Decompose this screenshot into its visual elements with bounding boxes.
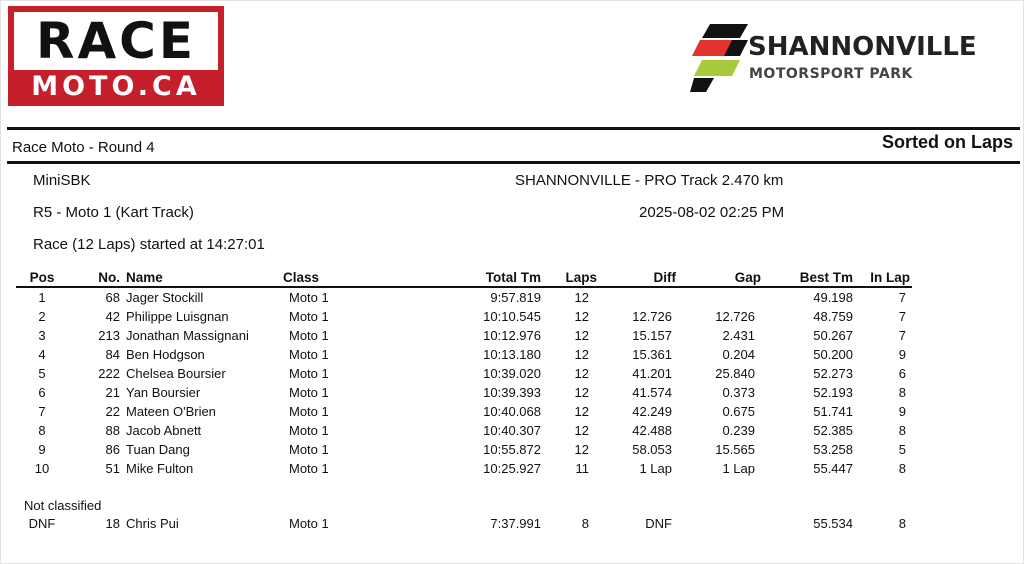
cell-best: 52.385 xyxy=(813,423,853,438)
cell-total: 10:13.180 xyxy=(483,347,541,362)
col-pos: Pos xyxy=(16,268,68,287)
cell-pos: 1 xyxy=(38,290,46,305)
cell-best: 55.447 xyxy=(813,461,853,476)
col-total: Total Tm xyxy=(455,268,541,287)
cell-name: Chris Pui xyxy=(126,516,179,531)
cell-best: 49.198 xyxy=(813,290,853,305)
cell-total: 10:40.068 xyxy=(483,404,541,419)
cell-laps: 12 xyxy=(574,347,589,362)
col-no: No. xyxy=(68,268,120,287)
col-gap: Gap xyxy=(676,268,761,287)
cell-no: 213 xyxy=(98,328,120,343)
result-row xyxy=(16,307,912,326)
cell-no: 68 xyxy=(105,290,120,305)
cell-class: Moto 1 xyxy=(289,290,329,305)
cell-in-lap: 9 xyxy=(898,347,906,362)
cell-in-lap: 8 xyxy=(898,423,906,438)
cell-pos: 2 xyxy=(38,309,46,324)
cell-class: Moto 1 xyxy=(289,328,329,343)
cell-total: 7:37.991 xyxy=(490,516,541,531)
col-best: Best Tm xyxy=(761,268,853,287)
cell-class: Moto 1 xyxy=(289,347,329,362)
col-name: Name xyxy=(120,268,280,287)
cell-pos: DNF xyxy=(28,516,56,531)
not-classified-table xyxy=(16,514,912,533)
header-rule-bottom xyxy=(7,161,1020,164)
racemoto-logo-text: RACE xyxy=(35,12,197,70)
shannonville-logo-name: SHANNONVILLE xyxy=(748,32,977,62)
cell-best: 50.200 xyxy=(813,347,853,362)
col-class: Class xyxy=(280,268,455,287)
cell-in-lap: 8 xyxy=(898,461,906,476)
cell-pos: 6 xyxy=(38,385,46,400)
cell-class: Moto 1 xyxy=(289,404,329,419)
cell-no: 84 xyxy=(105,347,120,362)
header-rule-top xyxy=(7,127,1020,130)
shannonville-logo-subtitle: MOTORSPORT PARK xyxy=(749,66,913,82)
results-header-row xyxy=(16,268,912,287)
cell-gap: 2.431 xyxy=(722,328,755,343)
col-diff: Diff xyxy=(601,268,676,287)
cell-name: Yan Boursier xyxy=(126,385,201,400)
cell-no: 86 xyxy=(105,442,120,457)
cell-laps: 11 xyxy=(575,461,589,476)
cell-diff: 58.053 xyxy=(632,442,672,457)
cell-diff: 12.726 xyxy=(632,309,672,324)
cell-name: Ben Hodgson xyxy=(126,347,205,362)
cell-no: 222 xyxy=(98,366,120,381)
cell-laps: 12 xyxy=(574,423,589,438)
cell-gap: 0.373 xyxy=(722,385,755,400)
col-laps: Laps xyxy=(541,268,601,287)
cell-in-lap: 5 xyxy=(898,442,906,457)
cell-diff: 41.574 xyxy=(632,385,672,400)
cell-best: 52.193 xyxy=(813,385,853,400)
cell-gap: 15.565 xyxy=(715,442,755,457)
cell-laps: 12 xyxy=(574,442,589,457)
not-classified-label: Not classified xyxy=(24,498,102,513)
cell-class: Moto 1 xyxy=(289,309,329,324)
cell-total: 10:55.872 xyxy=(483,442,541,457)
cell-in-lap: 7 xyxy=(898,328,906,343)
cell-diff: 1 Lap xyxy=(639,461,672,476)
cell-best: 53.258 xyxy=(813,442,853,457)
result-row xyxy=(16,364,912,383)
cell-laps: 12 xyxy=(574,404,589,419)
cell-in-lap: 8 xyxy=(898,516,906,531)
cell-gap: 25.840 xyxy=(715,366,755,381)
cell-name: Jonathan Massignani xyxy=(126,328,249,343)
cell-class: Moto 1 xyxy=(289,423,329,438)
col-in-lap: In Lap xyxy=(853,268,912,287)
cell-name: Jacob Abnett xyxy=(126,423,202,438)
cell-in-lap: 7 xyxy=(898,309,906,324)
cell-pos: 10 xyxy=(34,461,50,476)
racemoto-logo xyxy=(8,6,224,106)
cell-total: 10:25.927 xyxy=(483,461,541,476)
racemoto-logo-subtext: MOTO.CA xyxy=(31,71,201,102)
cell-diff: 15.361 xyxy=(632,347,672,362)
result-row xyxy=(16,440,912,459)
cell-total: 10:10.545 xyxy=(483,309,541,324)
cell-name: Mike Fulton xyxy=(126,461,194,476)
cell-diff: 42.249 xyxy=(632,404,672,419)
cell-pos: 5 xyxy=(38,366,46,381)
cell-gap: 12.726 xyxy=(715,309,755,324)
result-row xyxy=(16,402,912,421)
cell-class: Moto 1 xyxy=(289,385,329,400)
cell-laps: 12 xyxy=(574,290,589,305)
cell-gap xyxy=(676,514,761,533)
cell-no: 22 xyxy=(105,404,120,419)
cell-gap xyxy=(676,287,761,307)
cell-total: 10:40.307 xyxy=(483,423,541,438)
cell-no: 21 xyxy=(105,385,120,400)
result-row xyxy=(16,421,912,440)
event-title: Race Moto - Round 4 xyxy=(12,139,155,156)
shannonville-logo xyxy=(690,20,1020,100)
cell-best: 50.267 xyxy=(813,328,853,343)
cell-name: Mateen O'Brien xyxy=(126,404,216,419)
cell-total: 10:39.020 xyxy=(483,366,541,381)
cell-name: Philippe Luisgnan xyxy=(126,309,229,324)
cell-laps: 12 xyxy=(574,309,589,324)
cell-gap: 0.239 xyxy=(722,423,755,438)
cell-name: Tuan Dang xyxy=(126,442,190,457)
cell-laps: 8 xyxy=(581,516,589,531)
cell-total: 9:57.819 xyxy=(490,290,541,305)
cell-no: 88 xyxy=(105,423,120,438)
cell-diff: 15.157 xyxy=(632,328,672,343)
series-name: MiniSBK xyxy=(33,172,91,189)
cell-class: Moto 1 xyxy=(289,442,329,457)
cell-best: 55.534 xyxy=(813,516,853,531)
cell-no: 18 xyxy=(105,516,120,531)
result-row xyxy=(16,287,912,307)
cell-class: Moto 1 xyxy=(289,461,329,476)
cell-no: 51 xyxy=(105,461,120,476)
cell-best: 51.741 xyxy=(813,404,853,419)
cell-no: 42 xyxy=(105,309,120,324)
cell-pos: 3 xyxy=(38,328,46,343)
cell-in-lap: 9 xyxy=(898,404,906,419)
cell-diff xyxy=(601,287,676,307)
results-table xyxy=(16,268,912,478)
cell-laps: 12 xyxy=(574,328,589,343)
cell-class: Moto 1 xyxy=(289,516,329,531)
result-row xyxy=(16,326,912,345)
result-row xyxy=(16,345,912,364)
sort-label: Sorted on Laps xyxy=(881,132,1013,152)
cell-pos: 4 xyxy=(38,347,46,362)
cell-laps: 12 xyxy=(574,366,589,381)
cell-best: 48.759 xyxy=(813,309,853,324)
cell-in-lap: 6 xyxy=(898,366,906,381)
race-info: Race (12 Laps) started at 14:27:01 xyxy=(33,236,265,253)
cell-diff: 41.201 xyxy=(632,366,672,381)
cell-diff: 42.488 xyxy=(632,423,672,438)
cell-name: Jager Stockill xyxy=(126,290,204,305)
cell-best: 52.273 xyxy=(813,366,853,381)
result-row xyxy=(16,459,912,478)
result-row xyxy=(16,383,912,402)
cell-laps: 12 xyxy=(574,385,589,400)
result-row xyxy=(16,514,912,533)
cell-total: 10:39.393 xyxy=(483,385,541,400)
cell-in-lap: 8 xyxy=(898,385,906,400)
checkered-flag-icon xyxy=(690,20,750,95)
cell-total: 10:12.976 xyxy=(483,328,541,343)
cell-pos: 9 xyxy=(38,442,46,457)
session-datetime: 2025-08-02 02:25 PM xyxy=(639,204,785,221)
cell-pos: 8 xyxy=(38,423,46,438)
cell-pos: 7 xyxy=(38,404,46,419)
session-name: R5 - Moto 1 (Kart Track) xyxy=(33,204,194,221)
cell-in-lap: 7 xyxy=(898,290,906,305)
cell-gap: 1 Lap xyxy=(722,461,755,476)
cell-gap: 0.204 xyxy=(722,347,755,362)
cell-gap: 0.675 xyxy=(722,404,755,419)
cell-diff: DNF xyxy=(645,516,672,531)
track-name: SHANNONVILLE - PRO Track 2.470 km xyxy=(515,172,784,189)
cell-name: Chelsea Boursier xyxy=(126,366,226,381)
cell-class: Moto 1 xyxy=(289,366,329,381)
